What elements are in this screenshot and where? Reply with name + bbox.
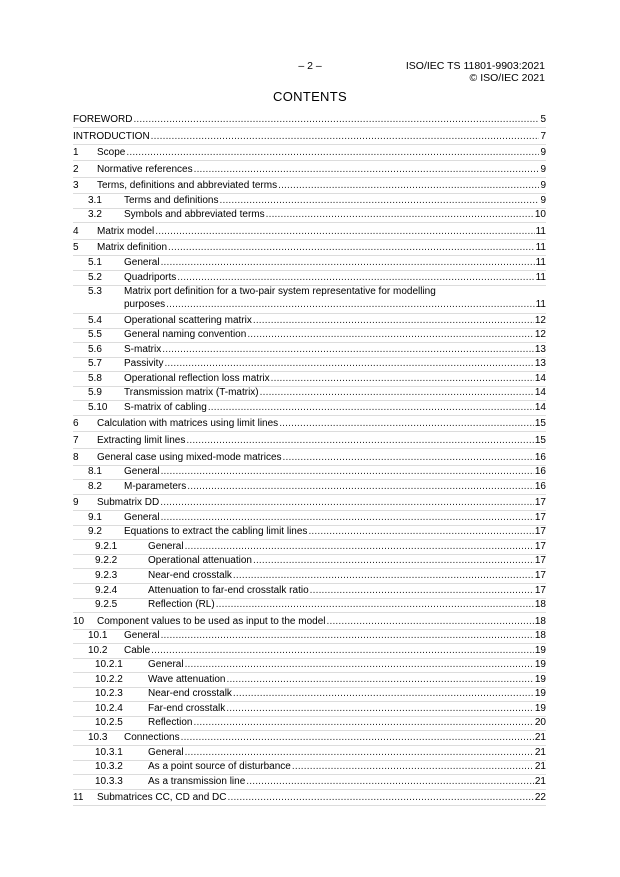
toc-entry-page: 12 xyxy=(534,329,546,341)
toc-entry[interactable] xyxy=(73,553,546,567)
toc-entry-title: Symbols and abbreviated terms xyxy=(124,209,265,221)
toc-entry-page: 21 xyxy=(534,731,546,743)
dot-leader xyxy=(227,792,533,804)
toc-entry-page: 20 xyxy=(534,717,546,729)
dot-leader xyxy=(253,315,534,327)
dot-leader xyxy=(208,402,534,414)
toc-entry-number: 5.10 xyxy=(88,401,108,413)
toc-entry-number: 5.8 xyxy=(88,372,102,384)
toc-entry-title: Calculation with matrices using limit lines xyxy=(97,418,279,430)
toc-entry-page: 11 xyxy=(535,299,546,311)
toc-entry-page: 19 xyxy=(534,644,546,656)
toc-entry-page: 9 xyxy=(540,163,546,175)
toc-entry-title: Operational reflection loss matrix xyxy=(124,372,270,384)
toc-entry-page: 21 xyxy=(534,775,546,787)
toc-entry[interactable] xyxy=(73,255,546,269)
toc-entry-page: 22 xyxy=(534,792,546,804)
toc-entry-title: Operational scattering matrix xyxy=(124,314,252,326)
toc-entry-title: Extracting limit lines xyxy=(97,435,186,447)
toc-entry-number: 8.1 xyxy=(88,466,102,478)
toc-entry-number: 10.2 xyxy=(88,644,108,656)
dot-leader xyxy=(164,358,533,370)
dot-leader xyxy=(233,688,534,700)
toc-entry[interactable] xyxy=(73,207,546,221)
toc-entry-number: 9.1 xyxy=(88,511,102,523)
toc-entry[interactable] xyxy=(73,495,546,509)
toc-entry[interactable] xyxy=(73,240,546,254)
toc-entry[interactable] xyxy=(73,657,546,671)
toc-entry-page: 12 xyxy=(534,314,546,326)
toc-entry-number: 10.2.1 xyxy=(95,659,123,671)
toc-entry-page: 19 xyxy=(534,688,546,700)
toc-entry-page: 9 xyxy=(540,147,546,159)
dot-leader xyxy=(155,226,534,238)
toc-entry[interactable] xyxy=(73,162,546,176)
toc-entry[interactable] xyxy=(73,416,546,430)
toc-entry-page: 11 xyxy=(535,225,546,237)
toc-entry[interactable] xyxy=(73,686,546,700)
toc-entry[interactable] xyxy=(73,790,546,804)
toc-entry-number: 10.3.1 xyxy=(95,746,123,758)
toc-entry-number: 10 xyxy=(73,615,85,627)
toc-entry-title: Equations to extract the cabling limit lines xyxy=(124,526,308,538)
toc-entry-page: 17 xyxy=(534,511,546,523)
toc-entry-title: General naming convention xyxy=(124,329,247,341)
toc-entry[interactable] xyxy=(73,464,546,478)
toc-entry-page: 13 xyxy=(534,343,546,355)
toc-entry-title: Attenuation to far-end crosstalk ratio xyxy=(148,584,309,596)
toc-entry-number: 10.2.3 xyxy=(95,688,123,700)
toc-entry-number: 3 xyxy=(73,180,79,192)
toc-entry-title: General xyxy=(148,746,184,758)
toc-entry-number: 8 xyxy=(73,451,79,463)
toc-entry-title: Connections xyxy=(124,731,180,743)
toc-entry-number: 10.2.4 xyxy=(95,702,123,714)
contents-title: CONTENTS xyxy=(273,89,347,104)
toc-entry[interactable] xyxy=(73,614,546,628)
toc-entry[interactable] xyxy=(73,145,546,159)
toc-entry-title: M-parameters xyxy=(124,480,187,492)
toc-entry-number: 3.2 xyxy=(88,209,102,221)
toc-entry[interactable] xyxy=(73,479,546,493)
toc-entry[interactable] xyxy=(73,224,546,238)
toc-entry-number: 9.2 xyxy=(88,526,102,538)
toc-entry[interactable] xyxy=(73,327,546,341)
toc-entry-title: Terms, definitions and abbreviated terms xyxy=(97,180,278,192)
toc-entry-number: 5.3 xyxy=(88,286,102,298)
toc-entry-number: 11 xyxy=(73,792,84,804)
standard-id xyxy=(406,60,545,84)
toc-entry-page: 15 xyxy=(534,435,546,447)
dot-leader xyxy=(161,630,534,642)
dot-leader xyxy=(168,242,535,254)
toc-entry-number: 9 xyxy=(73,497,79,509)
toc-entry-title: Submatrix DD xyxy=(97,497,160,509)
toc-entry-page: 10 xyxy=(534,209,546,221)
dot-leader xyxy=(187,481,534,493)
toc-entry-page: 18 xyxy=(534,615,546,627)
toc-entry-page: 11 xyxy=(535,242,546,254)
toc-entry-page: 17 xyxy=(534,584,546,596)
toc-entry-title: General xyxy=(124,256,160,268)
toc-entry-page: 16 xyxy=(534,480,546,492)
toc-entry[interactable] xyxy=(73,510,546,524)
toc-entry[interactable] xyxy=(73,193,546,207)
toc-entry[interactable] xyxy=(73,112,546,126)
toc-entry-page: 14 xyxy=(534,372,546,384)
toc-entry-page: 21 xyxy=(534,746,546,758)
toc-entry-page: 11 xyxy=(535,271,546,283)
toc-entry[interactable] xyxy=(73,356,546,370)
toc-entry-title: Passivity xyxy=(124,358,164,370)
toc-entry[interactable] xyxy=(73,313,546,327)
toc-entry-page: 18 xyxy=(534,599,546,611)
toc-entry[interactable] xyxy=(73,129,546,143)
toc-entry-page: 19 xyxy=(534,659,546,671)
dot-leader xyxy=(266,209,534,221)
toc-entry-title: General xyxy=(148,659,184,671)
toc-entry-title: Terms and definitions xyxy=(124,194,219,206)
dot-leader xyxy=(185,659,534,671)
toc-entry-title: As a point source of disturbance xyxy=(148,761,291,773)
toc-entry-number: 5 xyxy=(73,242,79,254)
toc-entry-number: 10.3 xyxy=(88,731,108,743)
dot-leader xyxy=(186,435,534,447)
toc-entry-number: 7 xyxy=(73,435,79,447)
toc-entry-title-continued: purposes xyxy=(124,299,166,311)
dot-leader xyxy=(283,452,534,464)
toc-entry-title: General xyxy=(124,630,160,642)
toc-entry-page: 7 xyxy=(540,130,546,142)
dot-leader xyxy=(308,526,533,538)
toc-entry[interactable] xyxy=(73,628,546,642)
dot-leader xyxy=(126,147,539,159)
toc-entry-number: 5.5 xyxy=(88,329,102,341)
toc-entry-number: 10.2.5 xyxy=(95,717,123,729)
toc-entry[interactable] xyxy=(73,524,546,538)
dot-leader xyxy=(271,373,534,385)
toc-entry-number: 2 xyxy=(73,163,79,175)
toc-entry-page: 17 xyxy=(534,555,546,567)
toc-entry[interactable] xyxy=(73,744,546,758)
toc-entry-number: 10.3.2 xyxy=(95,761,123,773)
dot-leader xyxy=(260,387,534,399)
toc-entry-title: Cable xyxy=(124,644,151,656)
toc-entry[interactable] xyxy=(73,284,546,312)
toc-entry-number: 5.9 xyxy=(88,387,102,399)
dot-leader xyxy=(162,344,534,356)
table-of-contents xyxy=(73,112,546,804)
toc-entry[interactable] xyxy=(73,774,546,788)
dot-leader xyxy=(279,418,534,430)
dot-leader xyxy=(194,164,540,176)
toc-entry[interactable] xyxy=(73,715,546,729)
toc-entry-number: 10.3.3 xyxy=(95,775,123,787)
toc-entry-title: Wave attenuation xyxy=(148,673,226,685)
dot-leader xyxy=(161,257,535,269)
toc-entry-title: Reflection (RL) xyxy=(148,599,215,611)
toc-entry[interactable] xyxy=(73,759,546,773)
toc-entry-page: 17 xyxy=(534,540,546,552)
toc-entry-number: 5.2 xyxy=(88,271,102,283)
toc-entry[interactable] xyxy=(73,643,546,657)
dot-leader xyxy=(193,717,533,729)
toc-entry-title: As a transmission line xyxy=(148,775,246,787)
dot-leader xyxy=(185,747,534,759)
dot-leader xyxy=(151,131,540,143)
dot-leader xyxy=(247,329,534,341)
dot-leader xyxy=(292,761,534,773)
toc-entry-number: 8.2 xyxy=(88,480,102,492)
toc-entry-page: 16 xyxy=(534,466,546,478)
toc-entry-page: 5 xyxy=(540,114,546,126)
dot-leader xyxy=(278,180,539,192)
toc-entry-title: General xyxy=(124,466,160,478)
toc-entry-page: 15 xyxy=(534,418,546,430)
toc-entry-page: 14 xyxy=(534,401,546,413)
toc-entry-number: 9.2.3 xyxy=(95,569,118,581)
toc-entry[interactable] xyxy=(73,400,546,414)
toc-entry[interactable] xyxy=(73,371,546,385)
toc-entry-page: 19 xyxy=(534,702,546,714)
toc-entry[interactable] xyxy=(73,450,546,464)
toc-entry-title: Normative references xyxy=(97,163,193,175)
toc-entry[interactable] xyxy=(73,597,546,611)
toc-entry-title: Component values to be used as input to the model xyxy=(97,615,326,627)
toc-entry[interactable] xyxy=(73,385,546,399)
dot-leader xyxy=(161,466,534,478)
toc-entry[interactable] xyxy=(73,701,546,715)
toc-entry[interactable] xyxy=(73,178,546,192)
toc-entry[interactable] xyxy=(73,730,546,744)
dot-leader xyxy=(326,616,533,628)
toc-entry-page: 11 xyxy=(535,256,546,268)
dot-leader xyxy=(151,645,534,657)
dot-leader xyxy=(226,703,534,715)
toc-entry-title: Reflection xyxy=(148,717,193,729)
dot-leader xyxy=(226,674,533,686)
dot-leader xyxy=(133,114,539,126)
toc-entry-title: Matrix definition xyxy=(97,242,168,254)
toc-entry-number: 10.2.2 xyxy=(95,673,123,685)
dot-leader xyxy=(310,585,534,597)
toc-entry-page: 9 xyxy=(540,194,546,206)
toc-entry-page: 14 xyxy=(534,387,546,399)
toc-entry[interactable] xyxy=(73,539,546,553)
toc-entry-title: Matrix model xyxy=(97,225,155,237)
toc-entry-title: Matrix port definition for a two-pair system representative for modelling xyxy=(124,286,436,298)
toc-entry[interactable] xyxy=(73,672,546,686)
toc-entry[interactable] xyxy=(73,433,546,447)
toc-entry-number: 1 xyxy=(73,147,79,159)
dot-leader xyxy=(166,299,534,311)
toc-entry-number: 5.6 xyxy=(88,343,102,355)
dot-leader xyxy=(233,570,534,582)
toc-entry-page: 17 xyxy=(534,497,546,509)
dot-leader xyxy=(161,512,534,524)
toc-entry-number: 3.1 xyxy=(88,194,102,206)
dot-leader xyxy=(253,555,534,567)
toc-entry[interactable] xyxy=(73,568,546,582)
toc-entry-number: 10.1 xyxy=(88,630,108,642)
toc-entry-title: Submatrices CC, CD and DC xyxy=(97,792,227,804)
toc-entry-page: 13 xyxy=(534,358,546,370)
toc-entry-title: Near-end crosstalk xyxy=(148,688,232,700)
toc-entry-number: 6 xyxy=(73,418,79,430)
dot-leader xyxy=(220,195,540,207)
toc-entry-page: 17 xyxy=(534,569,546,581)
toc-entry-page: 21 xyxy=(534,761,546,773)
dot-leader xyxy=(246,776,534,788)
toc-entry-title: General case using mixed-mode matrices xyxy=(97,451,282,463)
toc-entry-title: Near-end crosstalk xyxy=(148,569,232,581)
toc-entry-page: 17 xyxy=(534,526,546,538)
toc-entry-title: S-matrix of cabling xyxy=(124,401,207,413)
dot-leader xyxy=(160,497,534,509)
dot-leader xyxy=(216,599,534,611)
toc-entry-number: 9.2.4 xyxy=(95,584,118,596)
toc-entry-title: General xyxy=(124,511,160,523)
toc-entry-page: 16 xyxy=(534,451,546,463)
toc-entry-number: 5.1 xyxy=(88,256,102,268)
toc-entry-number: 9.2.5 xyxy=(95,599,118,611)
toc-entry-title: Quadriports xyxy=(124,271,177,283)
toc-entry[interactable] xyxy=(73,582,546,596)
toc-entry-title: INTRODUCTION xyxy=(73,130,150,142)
toc-entry-number: 5.4 xyxy=(88,314,102,326)
standard-number: ISO/IEC TS 11801-9903:2021 xyxy=(405,60,545,72)
toc-entry-title: S-matrix xyxy=(124,343,162,355)
toc-entry[interactable] xyxy=(73,342,546,356)
toc-entry-title: Transmission matrix (T-matrix) xyxy=(124,387,259,399)
dot-leader xyxy=(177,272,534,284)
toc-entry-page: 19 xyxy=(534,673,546,685)
dot-leader xyxy=(181,732,534,744)
toc-entry-number: 9.2.1 xyxy=(95,540,118,552)
toc-entry-number: 4 xyxy=(73,225,79,237)
toc-entry-title: Scope xyxy=(97,147,126,159)
toc-entry-title: Far-end crosstalk xyxy=(148,702,226,714)
toc-entry[interactable] xyxy=(73,269,546,283)
toc-entry-number: 5.7 xyxy=(88,358,102,370)
toc-entry-page: 18 xyxy=(534,630,546,642)
toc-entry-title: General xyxy=(148,540,184,552)
dot-leader xyxy=(185,541,534,553)
copyright: © ISO/IEC 2021 xyxy=(469,72,545,84)
page-number: – 2 – xyxy=(298,60,322,72)
toc-entry-number: 9.2.2 xyxy=(95,555,118,567)
toc-entry-title: Operational attenuation xyxy=(148,555,252,567)
toc-entry-title: FOREWORD xyxy=(73,114,133,126)
toc-entry-page: 9 xyxy=(540,180,546,192)
